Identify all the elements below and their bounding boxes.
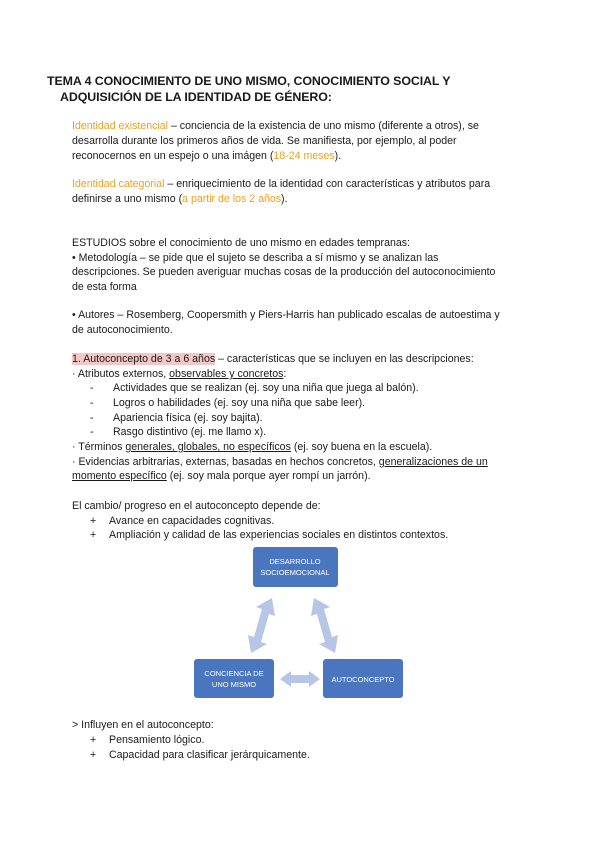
identidad-categorial-term: Identidad categorial [72, 178, 165, 190]
node-conciencia-de-uno-mismo [194, 659, 274, 698]
title-line-2: ADQUISICIÓN DE LA IDENTIDAD DE GÉNERO: [60, 90, 332, 104]
identidad-existencial-line1: Identidad existencial – conciencia de la existencia de uno mismo (diferente a otros), se [72, 120, 479, 132]
identidad-existencial-term: Identidad existencial [72, 120, 168, 132]
node-right-label: AUTOCONCEPTO [331, 675, 395, 684]
age-from-2: a partir de los 2 años [182, 193, 282, 205]
list-item: + Capacidad para clasificar jerárquicamente. [90, 749, 310, 761]
identidad-categorial-line2: definirse a uno mismo (a partir de los 2 años). [72, 193, 288, 205]
autores-line1: • Autores – Rosemberg, Coopersmith y Piers-Harris han publicado escalas de autoestima y [72, 309, 500, 321]
atributos-line: · Atributos externos, observables y concretos: [72, 368, 287, 380]
identidad-categorial-line1: Identidad categorial – enriquecimiento de la identidad con características y atributos para [72, 178, 491, 190]
list-item: - Actividades que se realizan (ej. soy una niña que juega al balón). [90, 382, 419, 394]
double-arrow-right-diag [311, 598, 338, 653]
terminos-line: · Términos generales, globales, no específicos (ej. soy buena en la escuela). [72, 441, 433, 453]
list-item: - Logros o habilidades (ej. soy una niña que sabe leer). [90, 397, 366, 409]
node-desarrollo-socioemocional [253, 547, 338, 587]
autoconcepto-heading: 1. Autoconcepto de 3 a 6 años – características que se incluyen en las descripciones: [72, 353, 474, 365]
evidencias-line2: momento específico (ej. soy mala porque ayer rompí un jarrón). [72, 470, 371, 482]
node-top-label-1: DESARROLLO [269, 557, 321, 566]
identidad-existencial-line2: desarrolla durante los primeros años de vida. Se manifiesta, por ejemplo, al poder [72, 135, 457, 147]
list-item: + Avance en capacidades cognitivas. [90, 515, 275, 527]
double-arrow-left-diag [248, 598, 275, 653]
node-left-label-1: CONCIENCIA DE [204, 669, 264, 678]
list-item: + Pensamiento lógico. [90, 734, 205, 746]
list-item: - Rasgo distintivo (ej. me llamo x). [90, 426, 267, 438]
node-top-label-2: SOCIOEMOCIONAL [260, 568, 330, 577]
autoconcepto-highlight: 1. Autoconcepto de 3 a 6 años [72, 353, 216, 365]
age-18-24: 18-24 meses [273, 150, 335, 162]
influyen-heading: > Influyen en el autoconcepto: [72, 719, 214, 731]
list-item: - Apariencia física (ej. soy bajita). [90, 412, 263, 424]
node-left-label-2: UNO MISMO [211, 680, 257, 689]
list-item: + Ampliación y calidad de las experiencias sociales en distintos contextos. [90, 529, 449, 541]
metodologia-line1: • Metodología – se pide que el sujeto se describa a sí mismo y se analizan las [72, 252, 439, 264]
evidencias-line1: · Evidencias arbitrarias, externas, basadas en hechos concretos, generalizaciones de un [72, 456, 488, 468]
estudios-heading: ESTUDIOS sobre el conocimiento de uno mismo en edades tempranas: [72, 237, 410, 249]
title-line-1: TEMA 4 CONOCIMIENTO DE UNO MISMO, CONOCIMIENTO SOCIAL Y [47, 74, 451, 88]
cambio-heading: El cambio/ progreso en el autoconcepto depende de: [72, 500, 321, 512]
metodologia-line2: descripciones. Se pueden averiguar muchas cosas de la producción del autoconocimiento [72, 266, 496, 278]
double-arrow-horizontal [280, 671, 320, 687]
autores-line2: de autoconocimiento. [72, 324, 173, 336]
identidad-existencial-line3: reconocernos en un espejo o una imágen (18-24 meses). [72, 150, 342, 162]
metodologia-line3: de esta forma [72, 281, 137, 293]
